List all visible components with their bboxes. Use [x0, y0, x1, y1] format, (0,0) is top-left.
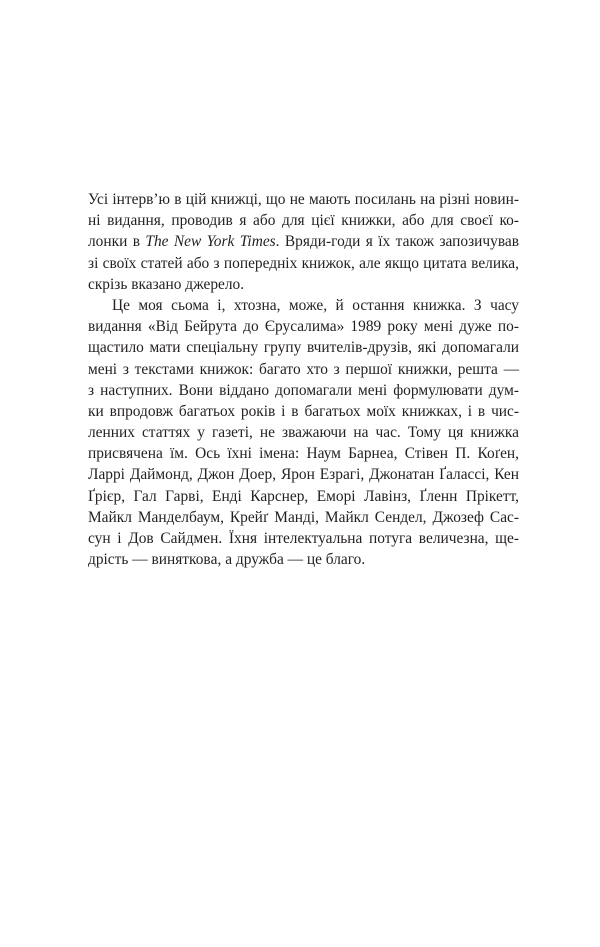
paragraph-sources — [88, 189, 519, 295]
text-line: з наступних. Вони віддано допомагали мені формулювати дум- — [88, 381, 519, 399]
newspaper-title: The New York Times — [145, 233, 276, 251]
text-span: лонки в — [88, 233, 146, 251]
document-page — [88, 189, 519, 570]
text-line: ленних статтях у газеті, не зважаючи на час. Тому ця книжка — [88, 424, 519, 442]
text-line: скрізь вказано джерело. — [88, 275, 245, 293]
text-line: Ларрі Даймонд, Джон Доер, Ярон Езрагі, Джонатан Ґаласcі, Кен — [88, 466, 519, 484]
text-line: мені з текстами книжок: багато хто з першої книжки, решта — — [88, 360, 519, 378]
text-line: Майкл Манделбаум, Крейґ Манді, Майкл Сендел, Джозеф Сас- — [88, 508, 519, 526]
text-line: щастило мати спеціальну групу вчителів-друзів, які допомагали — [88, 339, 519, 357]
text-line: дрість — винятковa, а дружба — це благо. — [88, 551, 366, 569]
text-line: ки впродовж багатьох років і в багатьох моїх книжках, і в чис- — [88, 402, 519, 420]
text-line: сун і Дов Сайдмен. Їхня інтелектуальна потуга величезна, ще- — [88, 530, 519, 547]
text-line: Це моя сьома і, хтозна, може, й остання книжка. З часу — [112, 296, 519, 314]
text-line: Ґрієр, Гал Гарві, Енді Карснер, Еморі Лавінз, Ґленн Прікетт, — [88, 487, 519, 505]
text-line: видання «Від Бейрута до Єрусалима» 1989 року мені дуже по- — [88, 318, 519, 336]
text-line — [88, 231, 519, 252]
text-line: Усі інтерв’ю в цій книжці, що не мають посилань на різні новин- — [88, 191, 519, 208]
text-line: присвячена їм. Ось їхні імена: Наум Барнеа, Стівен П. Коґен, — [88, 445, 519, 463]
text-line: ні видання, проводив я або для цієї книжки, або для своєї ко- — [88, 212, 519, 230]
paragraph-dedication — [88, 295, 519, 570]
text-span: . Вряди-годи я їх також запозичував — [275, 233, 519, 251]
text-line: зі своїх статей або з попередніх книжок, але якщо цитата велика, — [88, 254, 519, 272]
